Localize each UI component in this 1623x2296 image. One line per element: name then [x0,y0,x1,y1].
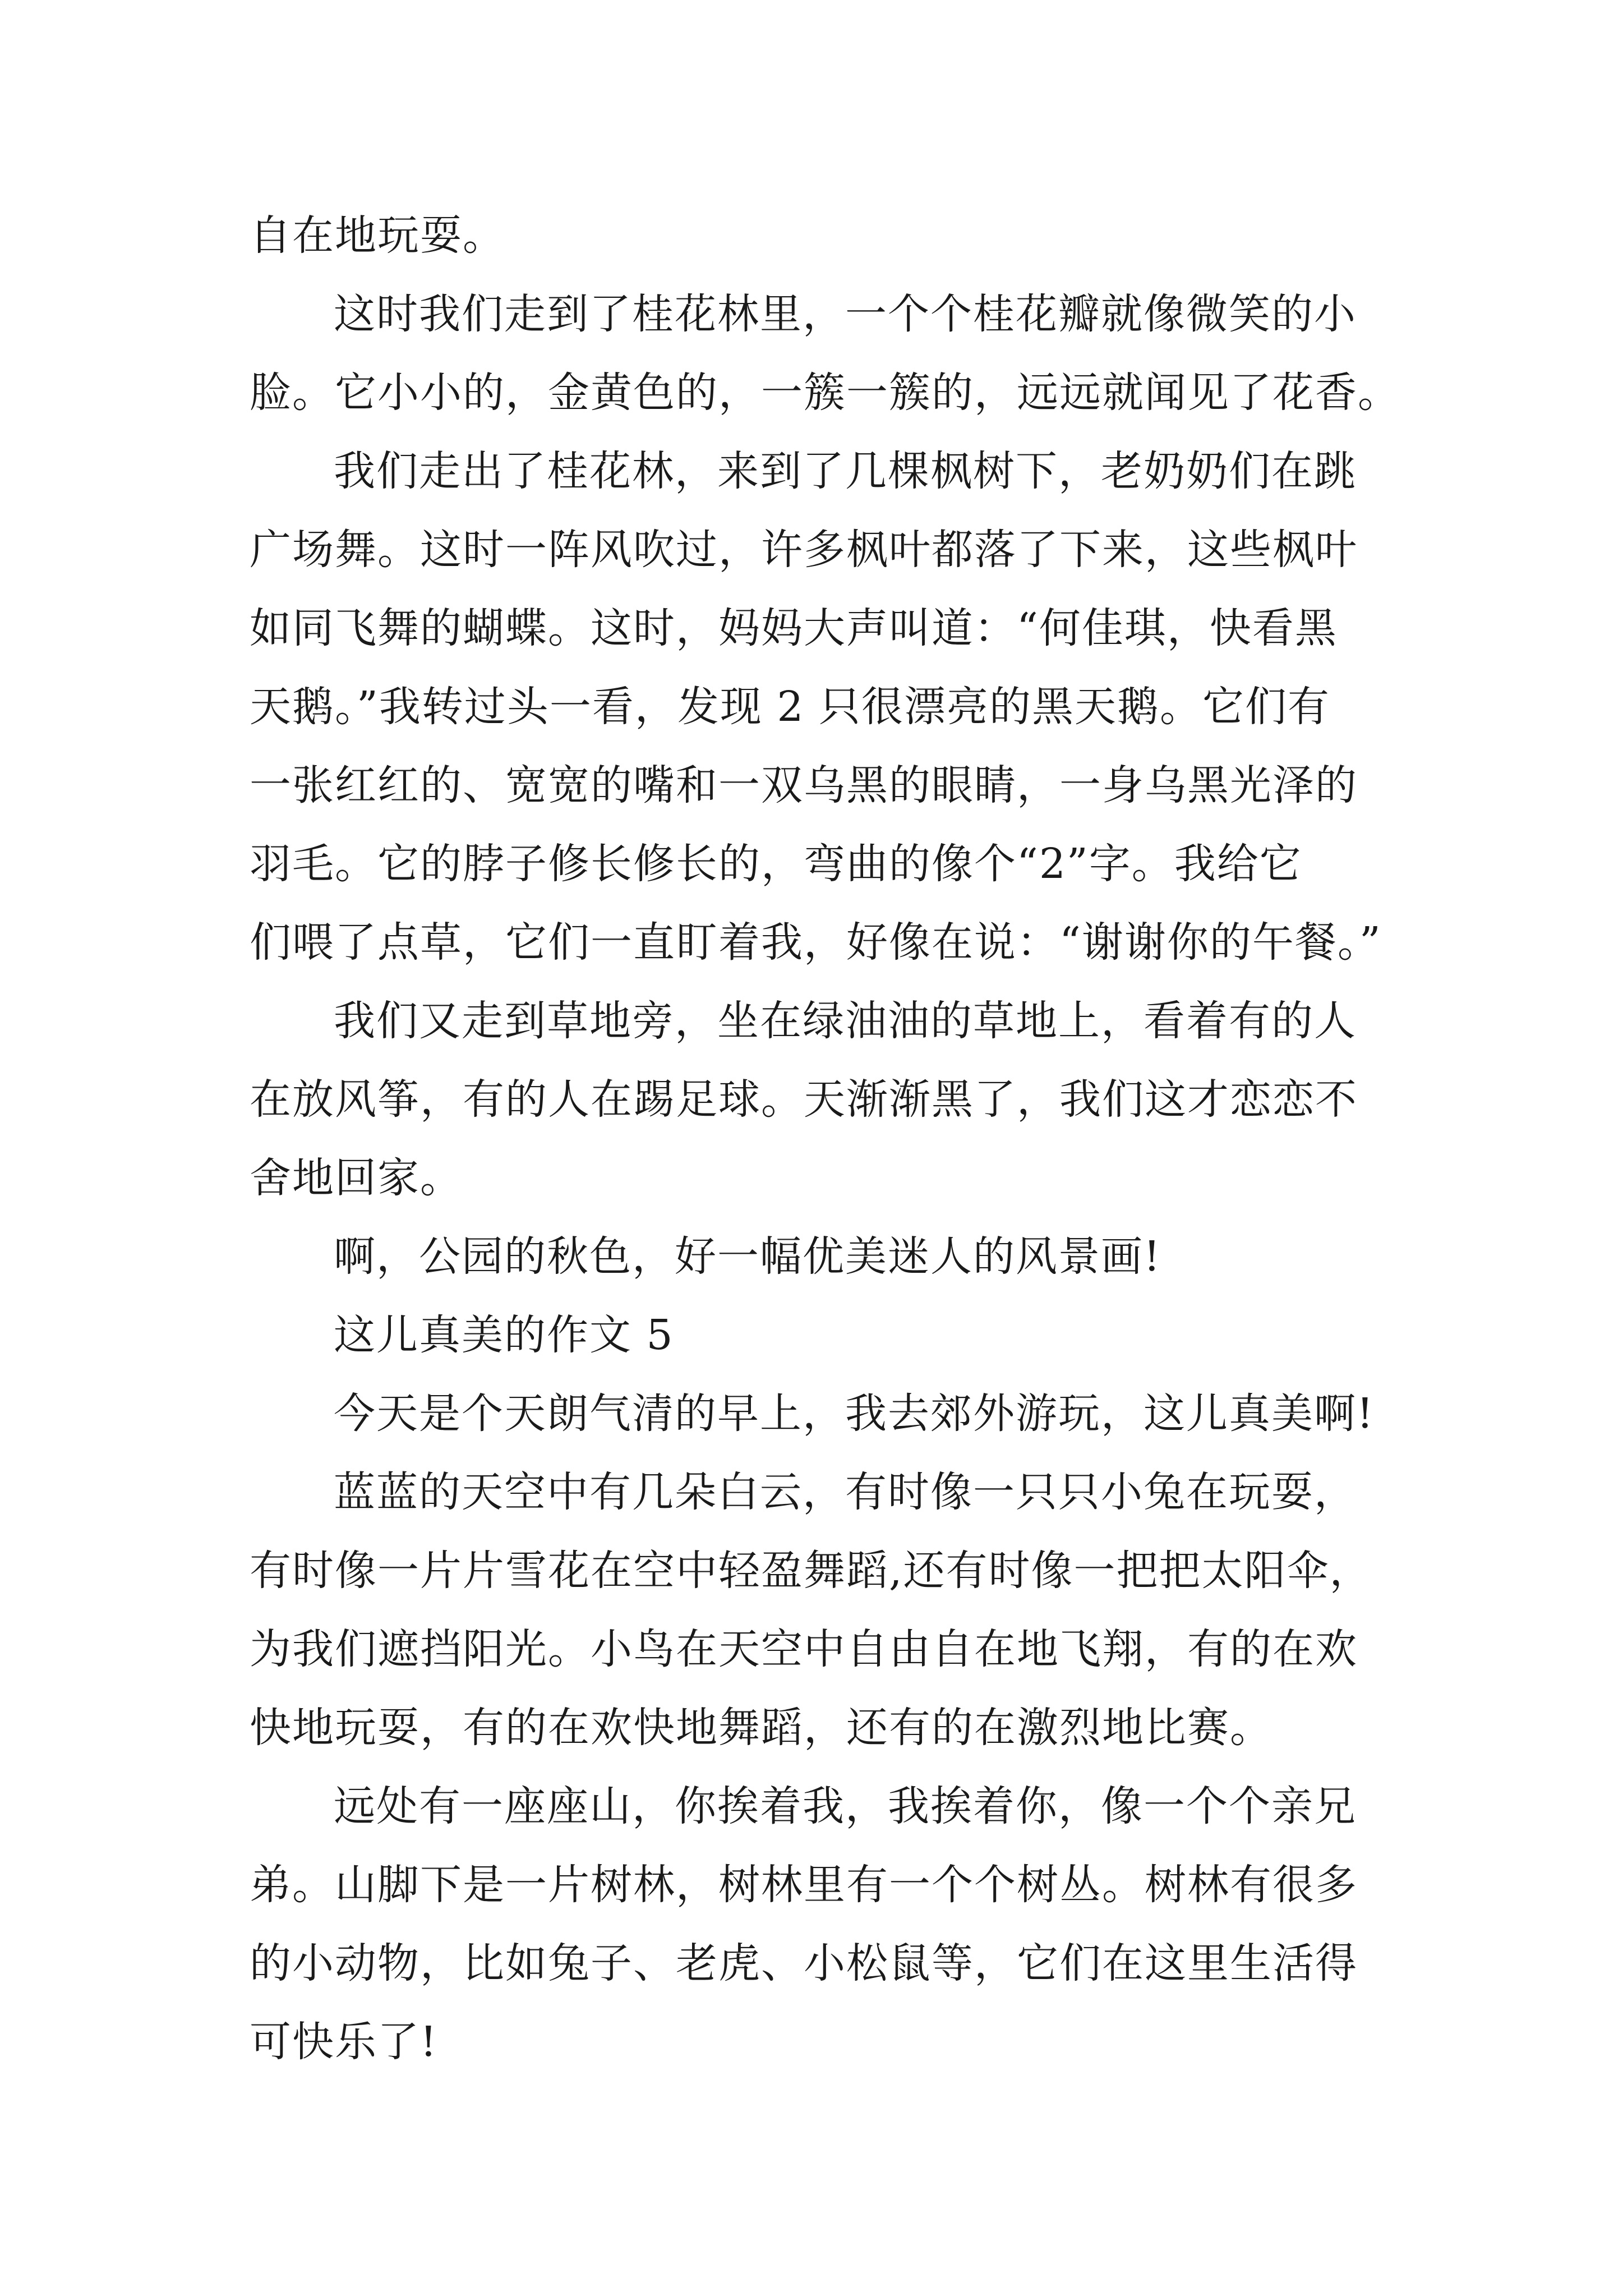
text-line: 羽毛。它的脖子修长修长的，弯曲的像个“2”字。我给它 [250,840,1302,888]
text-line: 在放风筝，有的人在踢足球。天渐渐黑了，我们这才恋恋不 [250,1075,1358,1124]
text-line: 为我们遮挡阳光。小鸟在天空中自由自在地飞翔，有的在欢 [250,1625,1358,1673]
text-line: 的小动物，比如兔子、老虎、小松鼠等，它们在这里生活得 [250,1939,1358,1987]
text-line: 如同飞舞的蝴蝶。这时，妈妈大声叫道：“何佳琪，快看黑 [250,604,1338,652]
text-line: 一张红红的、宽宽的嘴和一双乌黑的眼睛，一身乌黑光泽的 [250,761,1358,809]
paragraph-start-line: 远处有一座座山，你挨着我，我挨着你，像一个个亲兄 [334,1782,1357,1830]
paragraph-start-line: 这时我们走到了桂花林里，一个个桂花瓣就像微笑的小 [334,290,1357,338]
text-line: 自在地玩耍。 [250,211,505,260]
paragraph-start-line: 我们又走到草地旁，坐在绿油油的草地上，看着有的人 [334,997,1357,1045]
text-line: 弟。山脚下是一片树林，树林里有一个个树丛。树林有很多 [250,1861,1358,1909]
text-line: 广场舞。这时一阵风吹过，许多枫叶都落了下来，这些枫叶 [250,526,1358,574]
text-line: 天鹅。”我转过头一看，发现 2 只很漂亮的黑天鹅。它们有 [250,683,1330,731]
section-heading: 这儿真美的作文 5 [334,1311,674,1359]
text-line: 快地玩耍，有的在欢快地舞蹈，还有的在激烈地比赛。 [250,1704,1272,1752]
text-line: 舍地回家。 [250,1154,463,1202]
paragraph-start-line: 我们走出了桂花林，来到了几棵枫树下，老奶奶们在跳 [334,447,1357,495]
paragraph-start-line: 今天是个天朗气清的早上，我去郊外游玩，这儿真美啊! [334,1389,1375,1438]
text-line: 们喂了点草，它们一直盯着我，好像在说：“谢谢你的午餐。” [250,918,1382,967]
paragraph-start-line: 啊，公园的秋色，好一幅优美迷人的风景画! [334,1232,1161,1281]
paragraph-start-line: 蓝蓝的天空中有几朵白云，有时像一只只小兔在玩耍， [334,1468,1357,1516]
text-line: 有时像一片片雪花在空中轻盈舞蹈,还有时像一把把太阳伞， [250,1547,1372,1595]
text-line: 脸。它小小的，金黄色的，一簇一簇的，远远就闻见了花香。 [250,369,1400,417]
text-line: 可快乐了! [250,2018,438,2066]
